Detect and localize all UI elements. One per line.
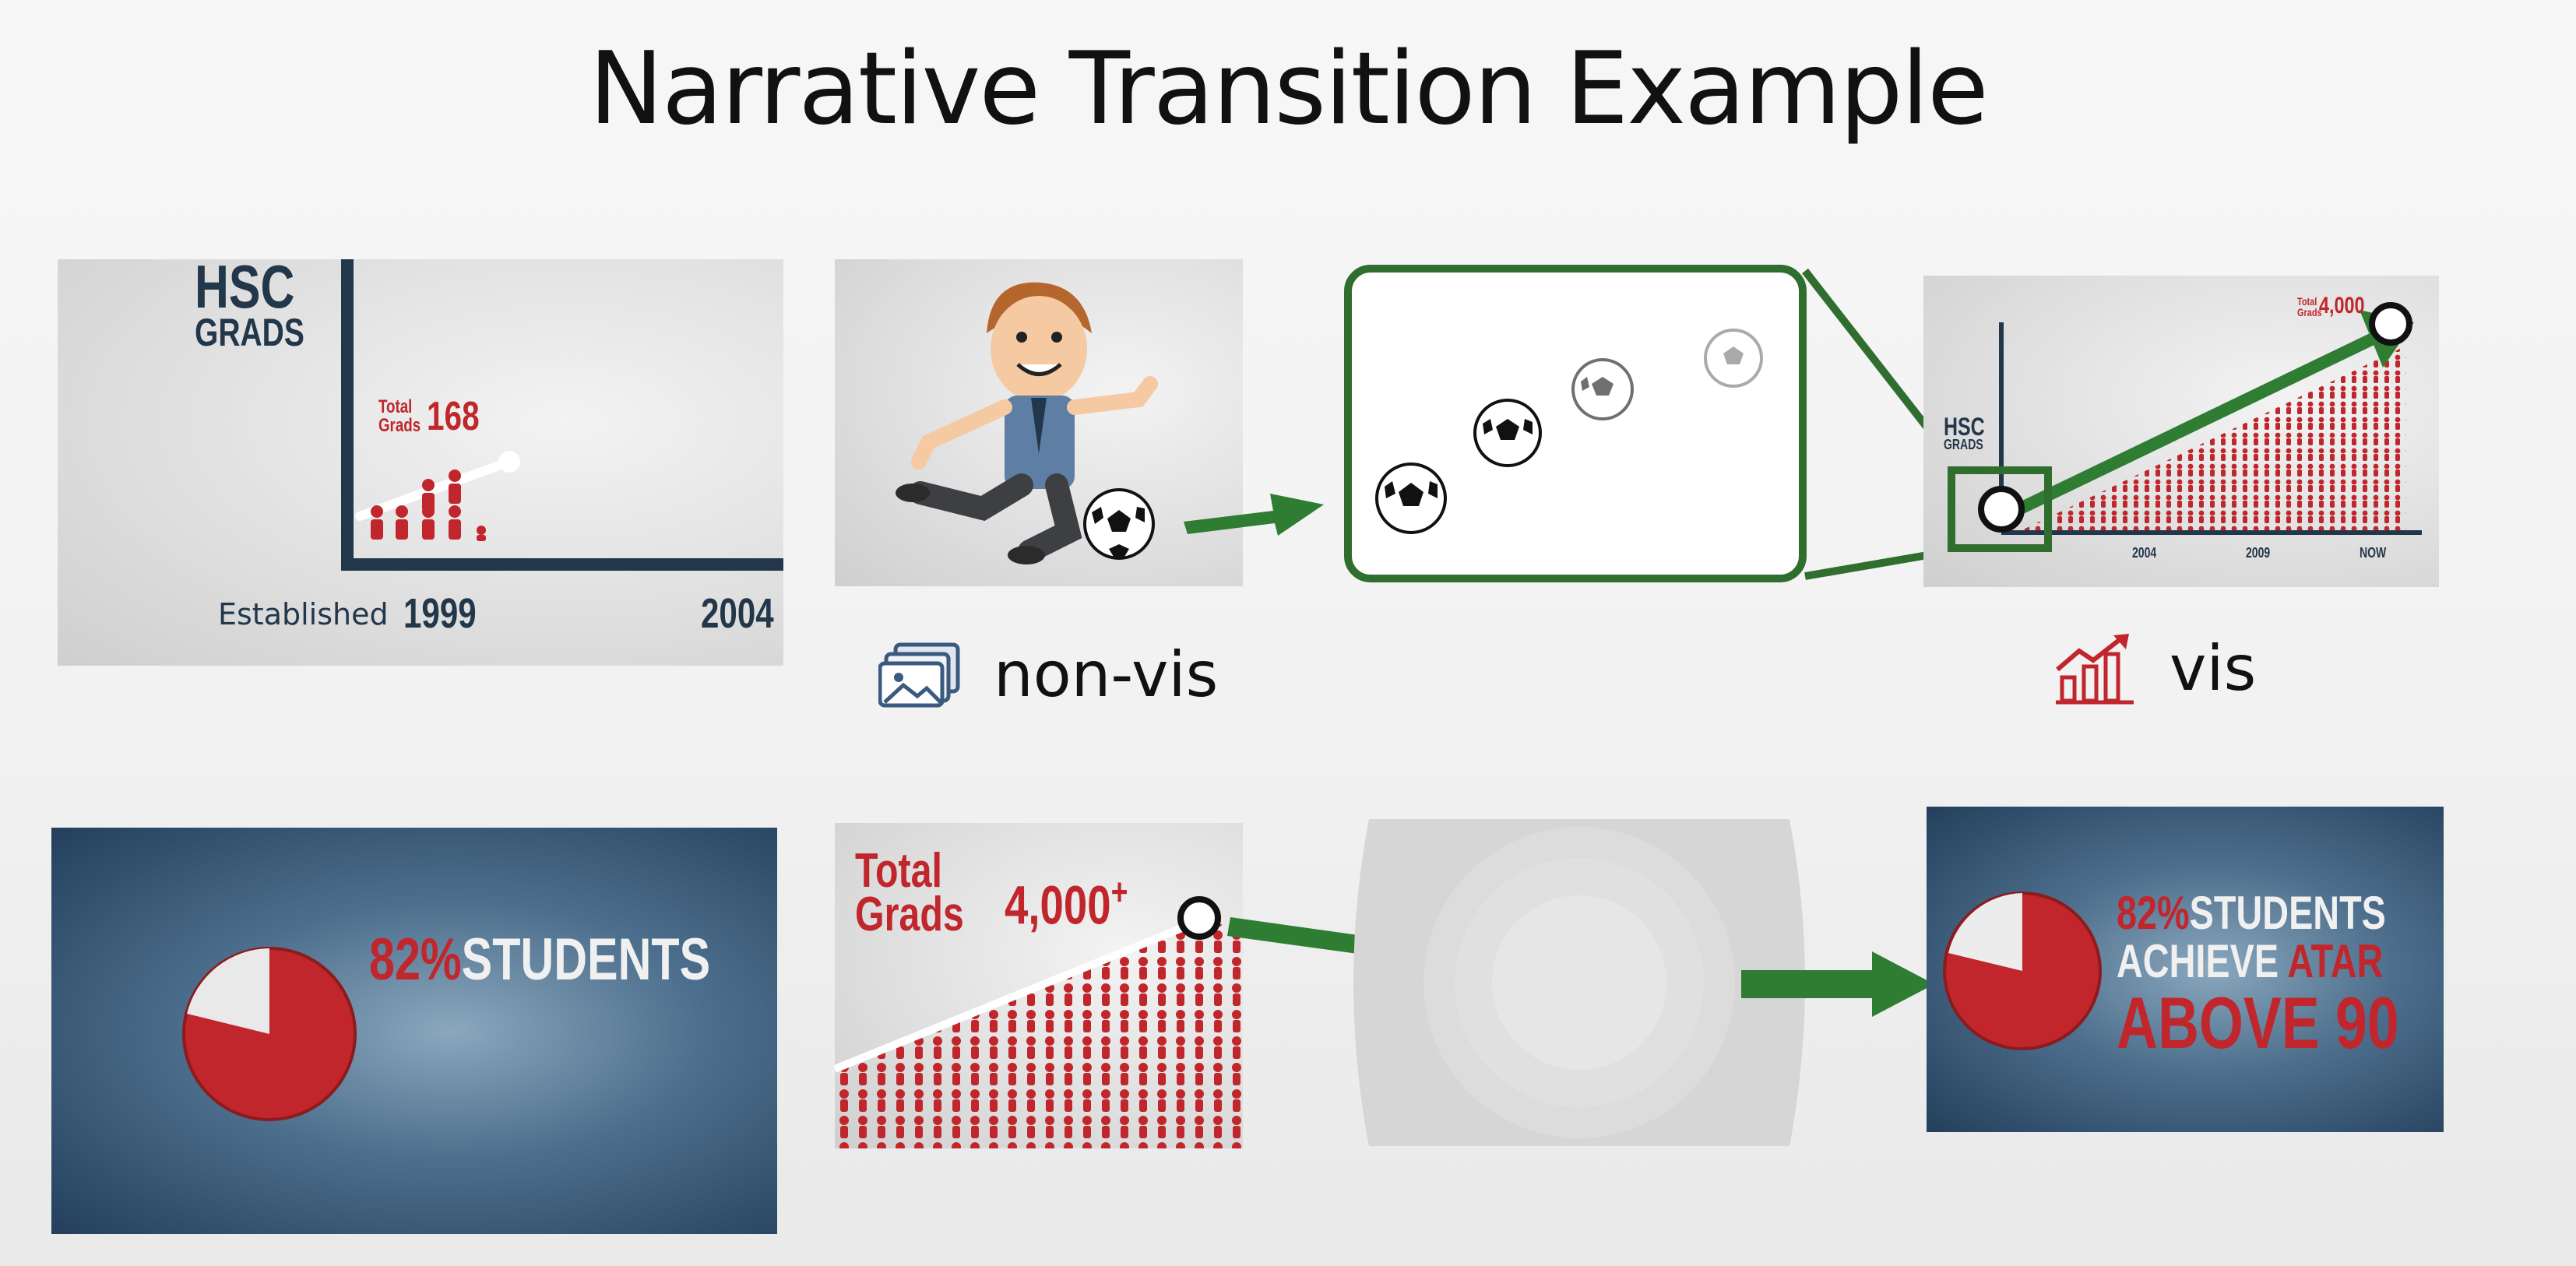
soccer-ball-icon bbox=[1475, 400, 1540, 466]
x-end-year: 2004 bbox=[701, 590, 774, 637]
zoom-frame bbox=[1344, 265, 1807, 582]
soccer-ball-icon bbox=[1085, 490, 1153, 558]
vis-label: vis bbox=[2170, 632, 2257, 705]
grads-value bbox=[1005, 871, 1128, 936]
kicker-panel bbox=[835, 259, 1243, 586]
result-caption bbox=[2117, 887, 2399, 1064]
chart-growth-icon bbox=[2053, 631, 2138, 705]
grads-label bbox=[855, 844, 964, 941]
arrow-to-result bbox=[1740, 950, 1942, 1020]
small-growth-graphic bbox=[354, 438, 525, 563]
arrow-to-zoom bbox=[1180, 475, 1336, 537]
slide-title: Narrative Transition Example bbox=[589, 31, 1987, 147]
soccer-ball-icon bbox=[1573, 360, 1632, 419]
result-students: STUDENTS bbox=[2189, 887, 2386, 939]
result-pie-chart bbox=[1939, 888, 2106, 1054]
vis-heading-line2: GRADS bbox=[1944, 437, 1983, 452]
face bbox=[991, 296, 1087, 402]
end-marker bbox=[2372, 305, 2409, 343]
hsc-heading-line1: HSC bbox=[195, 259, 295, 321]
vis-tick-2: 2009 bbox=[2246, 545, 2271, 561]
pie-percent: 82% bbox=[369, 927, 462, 993]
pie-chart bbox=[176, 941, 363, 1127]
grads-label-line2: Grads bbox=[855, 888, 964, 941]
vis-total-value: 4,000 bbox=[2319, 293, 2365, 318]
total-label-line1: Total bbox=[378, 396, 413, 417]
vis-total-label bbox=[2297, 296, 2322, 318]
start-marker bbox=[1981, 489, 2022, 529]
pie-caption bbox=[369, 926, 710, 993]
soccer-ball-icon bbox=[1705, 330, 1761, 386]
hsc-grads-panel bbox=[58, 259, 783, 666]
result-atar: ATAR bbox=[2287, 935, 2384, 987]
people-area bbox=[2017, 346, 2406, 533]
hsc-heading bbox=[195, 259, 304, 354]
grads-label-line1: Total bbox=[855, 844, 942, 898]
result-line1 bbox=[2117, 889, 2399, 937]
vis-tick-3: NOW bbox=[2360, 545, 2387, 561]
trend-endpoint bbox=[498, 451, 520, 473]
pie-panel bbox=[51, 828, 777, 1234]
grads-panel bbox=[835, 823, 1243, 1148]
vis-total-line1: Total bbox=[2297, 295, 2317, 308]
pie-word: STUDENTS bbox=[461, 927, 711, 993]
end-marker bbox=[1181, 899, 1218, 937]
vis-chart-panel bbox=[1923, 276, 2439, 587]
x-caption: Established bbox=[218, 597, 389, 631]
result-percent: 82% bbox=[2117, 887, 2190, 939]
total-grads-value: 168 bbox=[427, 394, 480, 439]
y-axis bbox=[341, 259, 354, 571]
vis-heading-line1: HSC bbox=[1944, 413, 1985, 441]
grads-plus: + bbox=[1110, 872, 1128, 913]
result-panel bbox=[1927, 807, 2444, 1132]
non-vis-label: non-vis bbox=[994, 638, 1219, 711]
total-label-line2: Grads bbox=[378, 415, 421, 436]
vis-total-line2: Grads bbox=[2297, 306, 2322, 318]
image-gallery-icon bbox=[878, 640, 962, 709]
result-line2 bbox=[2117, 937, 2399, 986]
vis-heading bbox=[1944, 413, 1985, 452]
vis-tick-1: 2004 bbox=[2132, 545, 2157, 561]
total-grads-label bbox=[378, 398, 421, 435]
soccer-ball-icon bbox=[1377, 464, 1445, 533]
soccer-kick-illustration bbox=[835, 259, 1243, 586]
big-growth-chart bbox=[1923, 276, 2439, 587]
people-area bbox=[835, 924, 1243, 1148]
result-line3: ABOVE 90 bbox=[2117, 982, 2399, 1064]
grads-number: 4,000 bbox=[1005, 874, 1111, 936]
ball-trajectory bbox=[1352, 273, 1799, 575]
x-start-year: 1999 bbox=[403, 590, 477, 637]
hsc-heading-line2: GRADS bbox=[195, 311, 304, 354]
result-achieve: ACHIEVE bbox=[2117, 935, 2279, 987]
